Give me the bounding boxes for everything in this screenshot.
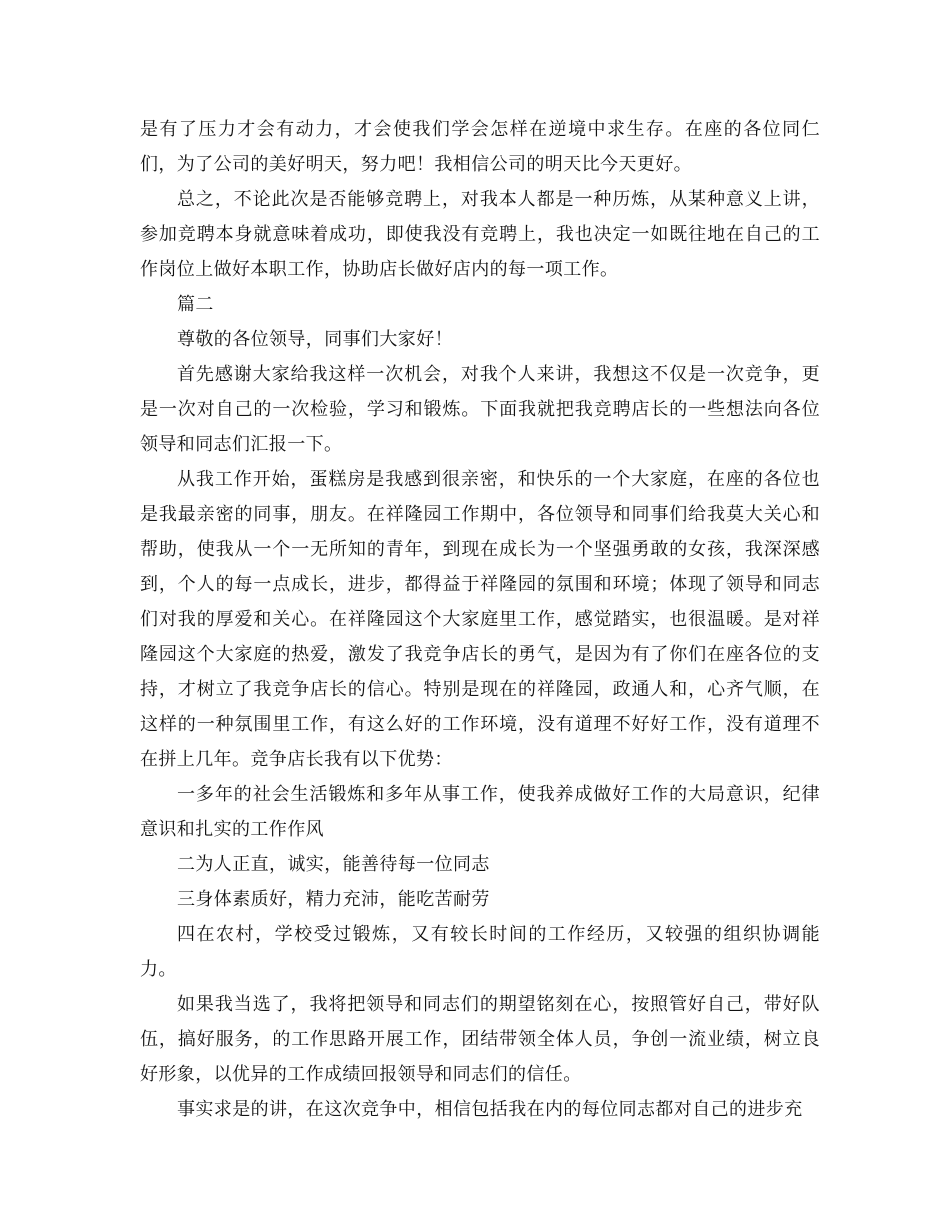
list-item-4: 四在农村，学校受过锻炼，又有较长时间的工作经历，又较强的组织协调能力。 — [140, 924, 820, 980]
list-item-3: 三身体素质好，精力充沛，能吃苦耐劳 — [177, 889, 490, 910]
paragraph-2: 总之，不论此次是否能够竞聘上，对我本人都是一种历炼，从某种意义上讲，参加竞聘本身就意味着成功，即使我没有竞聘上，我也决定一如既往地在自己的工作岗位上做好本职工作，协助店长做好店内的每一项工作。 — [140, 189, 820, 280]
section-heading: 篇二 — [177, 294, 214, 315]
list-item-1: 一多年的社会生活锻炼和多年从事工作，使我养成做好工作的大局意识，纪律意识和扎实的工作作风 — [140, 784, 820, 840]
paragraph-6: 事实求是的讲，在这次竞争中，相信包括我在内的每位同志都对自己的进步充 — [177, 1099, 803, 1120]
document-body — [140, 112, 820, 1127]
paragraph-3: 首先感谢大家给我这样一次机会，对我个人来讲，我想这不仅是一次竞争，更是一次对自己的一次检验，学习和锻炼。下面我就把我竞聘店长的一些想法向各位领导和同志们汇报一下。 — [140, 364, 820, 455]
paragraph-1: 是有了压力才会有动力，才会使我们学会怎样在逆境中求生存。在座的各位同仁们，为了公司的美好明天，努力吧！我相信公司的明天比今天更好。 — [140, 119, 820, 175]
paragraph-5: 如果我当选了，我将把领导和同志们的期望铭刻在心，按照管好自己，带好队伍，搞好服务，的工作思路开展工作，团结带领全体人员，争创一流业绩，树立良好形象，以优异的工作成绩回报领导和同志们的信任。 — [140, 994, 820, 1085]
salutation: 尊敬的各位领导，同事们大家好！ — [177, 329, 453, 350]
paragraph-4: 从我工作开始，蛋糕房是我感到很亲密，和快乐的一个大家庭，在座的各位也是我最亲密的同事，朋友。在祥隆园工作期中，各位领导和同事们给我莫大关心和帮助，使我从一个一无所知的青年，到现在成长为一个坚强勇敢的女孩，我深深感到，个人的每一点成长，进步，都得益于祥隆园的氛围和环境；体现了领导和同志们对我的厚爱和关心。在祥隆园这个大家庭里工作，感觉踏实，也很温暖。是对祥隆园这个大家庭的热爱，激发了我竞争店长的勇气，是因为有了你们在座各位的支持，才树立了我竞争店长的信心。特别是现在的祥隆园，政通人和，心齐气顺，在这样的一种氛围里工作，有这么好的工作环境，没有道理不好好工作，没有道理不在拼上几年。竞争店长我有以下优势： — [140, 469, 820, 770]
list-item-2: 二为人正直，诚实，能善待每一位同志 — [177, 854, 490, 875]
